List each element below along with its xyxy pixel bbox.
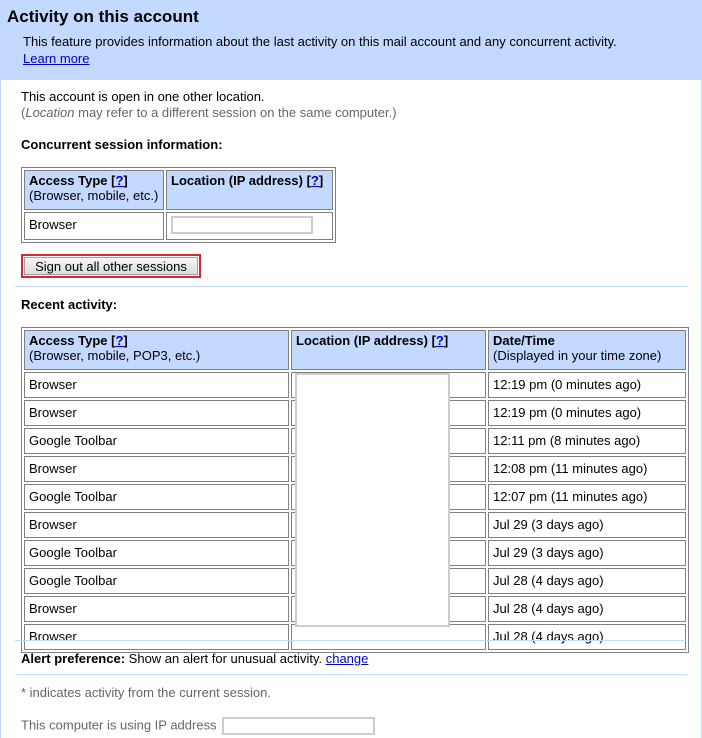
concurrent-row-type: Browser: [24, 212, 164, 240]
access-type-cell: Browser: [24, 512, 289, 538]
ip-addresses-redacted: [295, 373, 450, 627]
ip-address-redacted: [171, 216, 313, 234]
alert-label: Alert preference:: [21, 651, 126, 666]
location-help-link[interactable]: ?: [310, 173, 319, 188]
change-alert-link[interactable]: change: [325, 651, 369, 666]
description-text: This feature provides information about the last activity on this mail account and any concurrent activity.: [23, 34, 617, 49]
access-type-cell: Browser: [24, 400, 289, 426]
location-cell: [291, 624, 486, 650]
learn-more-link[interactable]: Learn more: [23, 51, 90, 66]
concurrent-col-access-type: Access Type [?] (Browser, mobile, etc.): [24, 170, 164, 210]
access-type-help-link[interactable]: ?: [115, 173, 124, 188]
access-type-cell: Browser: [24, 596, 289, 622]
access-type-cell: Google Toolbar: [24, 568, 289, 594]
datetime-cell: Jul 28 (4 days ago): [488, 624, 686, 650]
datetime-cell: Jul 29 (3 days ago): [488, 512, 686, 538]
datetime-cell: 12:19 pm (0 minutes ago): [488, 400, 686, 426]
current-ip-redacted: [222, 717, 375, 735]
current-session-note: * indicates activity from the current session.: [21, 685, 271, 700]
table-row: [24, 624, 686, 650]
divider: [15, 674, 687, 675]
access-type-cell: Google Toolbar: [24, 484, 289, 510]
access-type-cell: Google Toolbar: [24, 540, 289, 566]
datetime-cell: 12:19 pm (0 minutes ago): [488, 372, 686, 398]
datetime-cell: Jul 29 (3 days ago): [488, 540, 686, 566]
recent-heading: Recent activity:: [21, 297, 118, 312]
access-type-cell: Browser: [24, 372, 289, 398]
access-type-cell: Browser: [24, 624, 289, 650]
recent-access-type-help-link[interactable]: ?: [115, 333, 124, 348]
recent-col-datetime: Date/Time (Displayed in your time zone): [488, 330, 686, 370]
concurrent-col-location: Location (IP address) [?]: [166, 170, 333, 210]
page-title: Activity on this account: [7, 7, 199, 26]
access-type-cell: Browser: [24, 456, 289, 482]
concurrent-row-location: [166, 212, 333, 240]
datetime-cell: 12:08 pm (11 minutes ago): [488, 456, 686, 482]
header-banner: [1, 0, 701, 80]
concurrent-heading: Concurrent session information:: [21, 137, 223, 152]
sign-out-button-label[interactable]: Sign out all other sessions: [24, 257, 198, 275]
datetime-cell: Jul 28 (4 days ago): [488, 568, 686, 594]
access-type-cell: Google Toolbar: [24, 428, 289, 454]
sign-out-all-sessions-button[interactable]: [21, 254, 201, 278]
open-location-text: This account is open in one other location.: [21, 89, 265, 104]
feature-description: [7, 33, 695, 67]
recent-col-location: Location (IP address) [?]: [291, 330, 486, 370]
datetime-cell: 12:07 pm (11 minutes ago): [488, 484, 686, 510]
datetime-cell: 12:11 pm (8 minutes ago): [488, 428, 686, 454]
open-info: [21, 89, 397, 121]
ip-note-text: This computer is using IP address: [21, 717, 217, 733]
alert-preference: [21, 651, 368, 666]
datetime-cell: Jul 28 (4 days ago): [488, 596, 686, 622]
recent-col-access-type: Access Type [?] (Browser, mobile, POP3, etc.): [24, 330, 289, 370]
concurrent-table: [21, 167, 336, 243]
ip-note: [21, 717, 375, 735]
alert-text: Show an alert for unusual activity.: [128, 651, 323, 666]
location-note: (Location may refer to a different session on the same computer.): [21, 105, 397, 120]
recent-location-help-link[interactable]: ?: [435, 333, 444, 348]
divider: [15, 640, 687, 641]
divider: [15, 286, 687, 287]
